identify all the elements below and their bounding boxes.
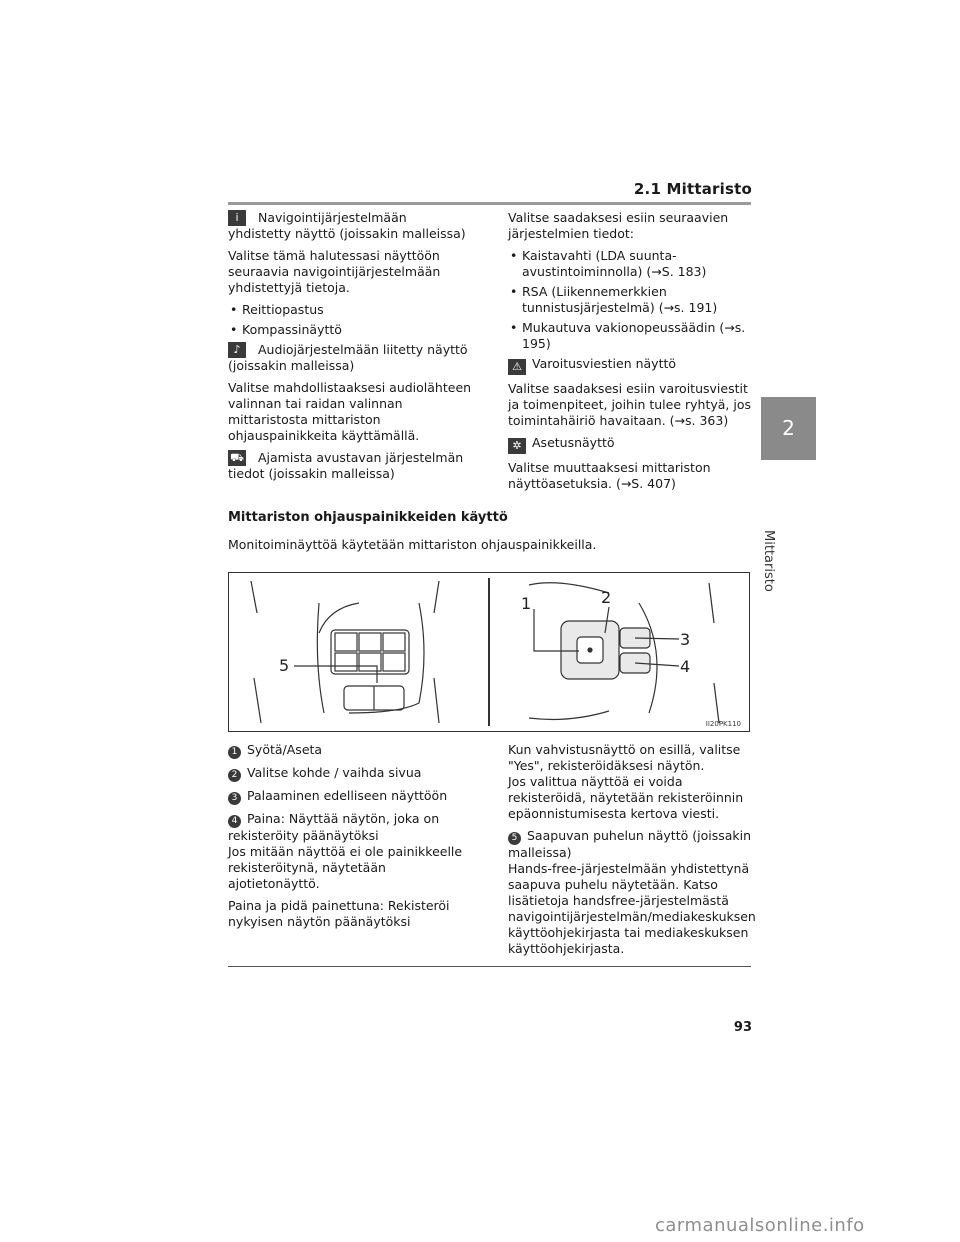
legend-item-3-text: Palaaminen edelliseen näyttöön (247, 788, 448, 803)
chapter-side-label (761, 470, 810, 592)
chapter-tab: 2 (761, 397, 816, 460)
header-rule (228, 202, 751, 205)
callout-2: 2 (601, 588, 612, 607)
legend-left (228, 742, 473, 936)
confirm-text: Kun vahvistusnäyttö on esillä, valitse "Yes", rekisteröidäksesi näytön. (508, 742, 741, 773)
right-intro: Valitse saadaksesi esiin seuraavien järjestelmien tiedot: (508, 210, 729, 241)
callout-badge-5: 5 (508, 832, 521, 845)
callout-1: 1 (521, 594, 532, 613)
warn-block (508, 356, 753, 375)
callout-badge-3: 3 (228, 792, 241, 805)
system-list (508, 248, 753, 352)
system-item: • Mukautuva vakionopeussäädin (→s. 195) (508, 320, 753, 352)
nav-item: • Kompassinäyttö (228, 322, 473, 338)
audio-text: Valitse mahdollistaaksesi audiolähteen valinnan tai raidan valinnan mittaristosta mittariston ohjauspainikkeita käyttämällä. (228, 380, 472, 443)
fail-text: Jos valittua näyttöä ei voida rekisteröidä, näytetään rekisteröinnin epäonnistumisesta kertova viesti. (508, 774, 744, 821)
legend-item-3 (228, 788, 473, 805)
steering-switch-illustration (229, 573, 749, 731)
audio-block (228, 342, 473, 374)
legend-item-5-detail: Hands-free-järjestelmään yhdistettynä saapuva puhelu näytetään. Katso lisätietoja handsfree-järjestelmästä navigointijärjestelmän/mediakeskuksen käyttöohjekirjasta tai mediakeskuksen käyttöohjekirjasta. (508, 861, 756, 956)
chapter-side-label-text: Mittaristo (761, 530, 776, 592)
legend-item-4-text: Paina: Näyttää näytön, joka on rekisteröity päänäytöksi (228, 811, 440, 843)
figure-caption: II20PK110 (705, 720, 741, 728)
settings-text: Valitse muuttaaksesi mittariston näyttöasetuksia. (→S. 407) (508, 460, 711, 491)
navigation-icon: i (228, 210, 246, 226)
callout-badge-2: 2 (228, 769, 241, 782)
legend-right (508, 742, 756, 963)
driving-assist-icon: ⛟ (228, 450, 246, 466)
page-number: 93 (733, 1020, 752, 1035)
nav-text: Valitse tämä halutessasi näyttöön seuraavia navigointijärjestelmään yhdistettyjä tietoja. (228, 248, 441, 295)
callout-5: 5 (279, 656, 290, 675)
right-column (508, 210, 753, 498)
callout-badge-1: 1 (228, 746, 241, 759)
callout-badge-4: 4 (228, 815, 241, 828)
system-item: • Kaistavahti (LDA suunta-avustintoiminnolla) (→S. 183) (508, 248, 753, 280)
settings-block (508, 435, 753, 454)
chapter-header: 2.1 Mittaristo (633, 180, 752, 198)
warn-title: Varoitusviestien näyttö (532, 356, 677, 371)
gear-icon: ✲ (508, 438, 526, 454)
settings-title: Asetusnäyttö (532, 435, 615, 450)
music-note-icon: ♪ (228, 342, 246, 358)
watermark: carmanualsonline.info (655, 1215, 865, 1236)
section-text: Monitoiminäyttöä käytetään mittariston ohjauspainikkeilla. (228, 537, 597, 552)
system-item: • RSA (Liikennemerkkien tunnistusjärjestelmä) (→s. 191) (508, 284, 753, 316)
legend-item-4-note: Jos mitään näyttöä ei ole painikkeelle rekisteröitynä, näytetään ajotietonäyttö. (228, 844, 463, 891)
assist-title: Ajamista avustavan järjestelmän tiedot (joissakin malleissa) (228, 450, 464, 481)
legend-item-1-text: Syötä/Aseta (247, 742, 323, 757)
nav-block (228, 210, 473, 242)
nav-title: Navigointijärjestelmään yhdistetty näyttö (joissakin malleissa) (228, 210, 466, 241)
callout-4: 4 (680, 657, 691, 676)
legend-item-5-text: Saapuvan puhelun näyttö (joissakin malleissa) (508, 828, 752, 860)
legend-item-1 (228, 742, 473, 759)
section-heading: Mittariston ohjauspainikkeiden käyttö (228, 510, 508, 525)
warning-icon: ⚠ (508, 359, 526, 375)
legend-item-5 (508, 828, 753, 861)
warn-text: Valitse saadaksesi esiin varoitusviestit ja toimenpiteet, joihin tulee ryhtyä, jos toimintahäiriö havaitaan. (→s. 363) (508, 381, 751, 428)
steering-switch-figure (228, 572, 750, 732)
legend-item-2-text: Valitse kohde / vaihda sivua (247, 765, 422, 780)
legend-item-4 (228, 811, 473, 844)
legend-item-2 (228, 765, 473, 782)
nav-item: • Reittiopastus (228, 302, 473, 318)
callout-3: 3 (680, 630, 691, 649)
left-column (228, 210, 473, 488)
assist-block (228, 450, 473, 482)
audio-title: Audiojärjestelmään liitetty näyttö (joissakin malleissa) (228, 342, 468, 373)
legend-item-4-hold: Paina ja pidä painettuna: Rekisteröi nykyisen näytön päänäytöksi (228, 898, 450, 929)
footer-rule (228, 966, 751, 967)
nav-list (228, 302, 473, 338)
